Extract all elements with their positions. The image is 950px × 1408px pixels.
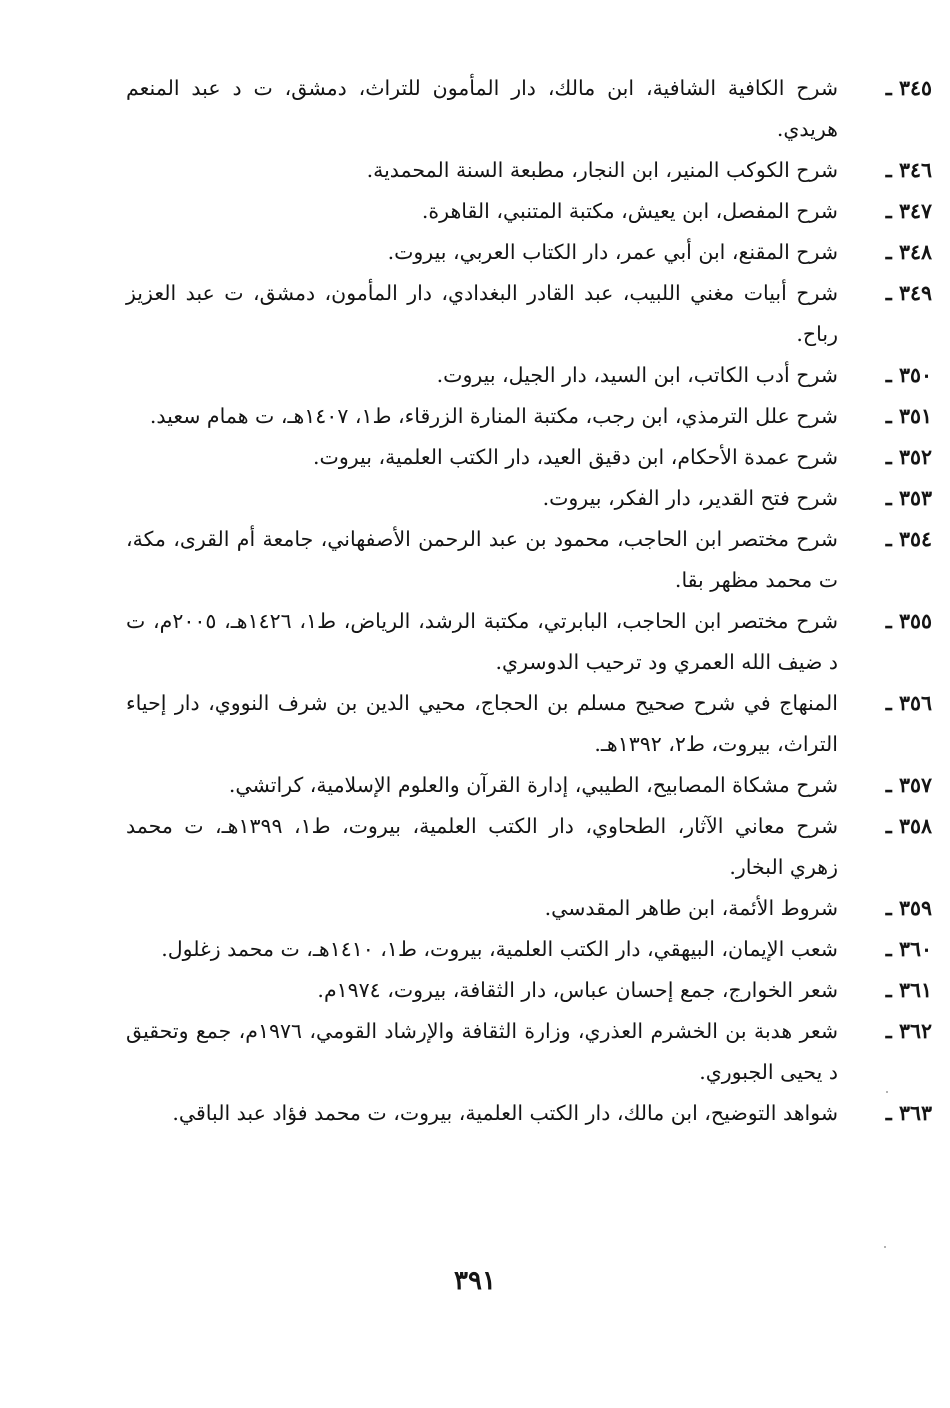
bibliography-entry: ٣٥١ ـ شرح علل الترمذي، ابن رجب، مكتبة المنارة الزرقاء، ط١، ١٤٠٧هـ، ت همام سعيد. [149,404,932,428]
entry-text: شرح مختصر ابن الحاجب، البابرتي، مكتبة الرشد، الرياض، ط١، ١٤٢٦هـ، ٢٠٠٥م، ت د ضيف الله العمري ود ترحيب الدوسري. [126,609,839,674]
entry-text: شرح فتح القدير، دار الفكر، بيروت. [542,486,838,510]
entry-number: ٣٥٦ [898,691,932,715]
entry-number: ٣٦٠ [898,937,932,961]
entry-text: المنهاج في شرح صحيح مسلم بن الحجاج، محيي الدين بن شرف النووي، دار إحياء التراث، بيروت، ط٢، ١٣٩٢هـ. [126,691,838,756]
bibliography-entry: ٣٤٥ ـ شرح الكافية الشافية، ابن مالك، دار المأمون للتراث، دمشق، ت د عبد المنعم هريدي. [126,76,932,141]
scan-speck [884,1246,886,1248]
entry-text: شرح علل الترمذي، ابن رجب، مكتبة المنارة الزرقاء، ط١، ١٤٠٧هـ، ت همام سعيد. [149,404,838,428]
entry-text: شعر هدبة بن الخشرم العذري، وزارة الثقافة والإرشاد القومي، ١٩٧٦م، جمع وتحقيق د يحيى الجبوري. [126,1019,838,1084]
entry-number: ٣٤٥ [898,76,932,100]
entry-text: شرح الكوكب المنير، ابن النجار، مطبعة السنة المحمدية. [366,158,838,182]
entry-number: ٣٦٢ [898,1019,932,1043]
bibliography-entry: ٣٦٢ ـ شعر هدبة بن الخشرم العذري، وزارة الثقافة والإرشاد القومي، ١٩٧٦م، جمع وتحقيق د يحيى الجبوري. [126,1019,932,1084]
entry-text: شرح المقنع، ابن أبي عمر، دار الكتاب العربي، بيروت. [387,240,838,264]
entry-number: ٣٤٦ [898,158,932,182]
entry-text: شروط الأئمة، ابن طاهر المقدسي. [544,896,838,920]
entry-text: شعب الإيمان، البيهقي، دار الكتب العلمية، بيروت، ط١، ١٤١٠هـ، ت محمد زغلول. [161,937,838,961]
entry-number: ٣٦٣ [898,1101,932,1125]
bibliography-entry: ٣٥٢ ـ شرح عمدة الأحكام، ابن دقيق العيد، دار الكتب العلمية، بيروت. [313,445,932,469]
bibliography-entry: ٣٤٦ ـ شرح الكوكب المنير، ابن النجار، مطبعة السنة المحمدية. [366,158,932,182]
bibliography-entry: ٣٥٥ ـ شرح مختصر ابن الحاجب، البابرتي، مكتبة الرشد، الرياض، ط١، ١٤٢٦هـ، ٢٠٠٥م، ت د ضيف الله العمري ود ترحيب الدوسري. [126,609,932,674]
entry-text: شعر الخوارج، جمع إحسان عباس، دار الثقافة، بيروت، ١٩٧٤م. [317,978,838,1002]
entry-number: ٣٤٧ [898,199,932,223]
entry-text: شرح مشكاة المصابيح، الطيبي، إدارة القرآن والعلوم الإسلامية، كراتشي. [228,773,838,797]
entry-text: شرح مختصر ابن الحاجب، محمود بن عبد الرحمن الأصفهاني، جامعة أم القرى، مكة، ت محمد مظهر بقا. [126,527,838,592]
bibliography-entry: ٣٤٧ ـ شرح المفصل، ابن يعيش، مكتبة المتنبي، القاهرة. [421,199,932,223]
entry-text: شرح عمدة الأحكام، ابن دقيق العيد، دار الكتب العلمية، بيروت. [313,445,838,469]
entry-number: ٣٥٧ [898,773,932,797]
entry-text: شرح معاني الآثار، الطحاوي، دار الكتب العلمية، بيروت، ط١، ١٣٩٩هـ، ت محمد زهري البخار. [126,814,838,879]
bibliography-list [126,68,932,1134]
entry-text: شرح أبيات مغني اللبيب، عبد القادر البغدادي، دار المأمون، دمشق، ت عبد العزيز رباح. [126,281,838,346]
entry-number: ٣٥١ [898,404,932,428]
entry-number: ٣٦١ [898,978,932,1002]
bibliography-entry: ٣٥٦ ـ المنهاج في شرح صحيح مسلم بن الحجاج، محيي الدين بن شرف النووي، دار إحياء التراث، بيروت، ط٢، ١٣٩٢هـ. [126,691,932,756]
bibliography-entry: ٣٥٠ ـ شرح أدب الكاتب، ابن السيد، دار الجيل، بيروت. [436,363,932,387]
bibliography-entry: ٣٥٤ ـ شرح مختصر ابن الحاجب، محمود بن عبد الرحمن الأصفهاني، جامعة أم القرى، مكة، ت محمد مظهر بقا. [126,527,932,592]
entry-number: ٣٥٠ [898,363,932,387]
entry-text: شرح المفصل، ابن يعيش، مكتبة المتنبي، القاهرة. [421,199,838,223]
bibliography-entry: ٣٥٩ ـ شروط الأئمة، ابن طاهر المقدسي. [544,896,932,920]
entry-number: ٣٥٤ [898,527,932,551]
entry-number: ٣٥٩ [898,896,932,920]
entry-number: ٣٥٥ [898,609,932,633]
bibliography-entry: ٣٤٨ ـ شرح المقنع، ابن أبي عمر، دار الكتاب العربي، بيروت. [387,240,932,264]
scan-speck [886,1091,888,1093]
bibliography-entry: ٣٦٠ ـ شعب الإيمان، البيهقي، دار الكتب العلمية، بيروت، ط١، ١٤١٠هـ، ت محمد زغلول. [161,937,932,961]
entry-number: ٣٥٨ [898,814,932,838]
entry-text: شرح الكافية الشافية، ابن مالك، دار المأمون للتراث، دمشق، ت د عبد المنعم هريدي. [126,76,838,141]
bibliography-entry: ٣٦٣ ـ شواهد التوضيح، ابن مالك، دار الكتب العلمية، بيروت، ت محمد فؤاد عبد الباقي. [172,1101,932,1125]
bibliography-entry: ٣٥٨ ـ شرح معاني الآثار، الطحاوي، دار الكتب العلمية، بيروت، ط١، ١٣٩٩هـ، ت محمد زهري البخار. [126,814,932,879]
entry-number: ٣٤٩ [898,281,932,305]
entry-text: شرح أدب الكاتب، ابن السيد، دار الجيل، بيروت. [436,363,838,387]
bibliography-entry: ٣٥٣ ـ شرح فتح القدير، دار الفكر، بيروت. [542,486,932,510]
bibliography-entry: ٣٥٧ ـ شرح مشكاة المصابيح، الطيبي، إدارة القرآن والعلوم الإسلامية، كراتشي. [228,773,932,797]
entry-text: شواهد التوضيح، ابن مالك، دار الكتب العلمية، بيروت، ت محمد فؤاد عبد الباقي. [172,1101,838,1125]
page-number: ٣٩١ [454,1266,496,1296]
entry-number: ٣٤٨ [898,240,932,264]
bibliography-entry: ٣٦١ ـ شعر الخوارج، جمع إحسان عباس، دار الثقافة، بيروت، ١٩٧٤م. [317,978,932,1002]
bibliography-entry: ٣٤٩ ـ شرح أبيات مغني اللبيب، عبد القادر البغدادي، دار المأمون، دمشق، ت عبد العزيز رباح. [126,281,932,346]
entry-number: ٣٥٢ [898,445,932,469]
entry-number: ٣٥٣ [898,486,932,510]
